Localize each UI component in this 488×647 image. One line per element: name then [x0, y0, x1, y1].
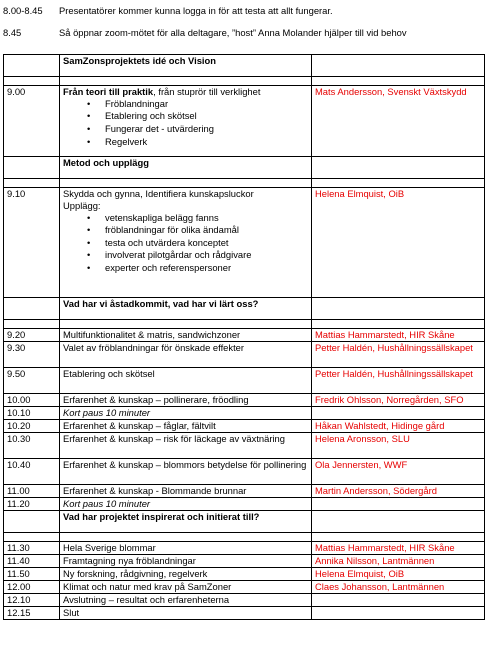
- list-item: • fröblandningar för olika ändamål: [105, 224, 308, 237]
- row-speaker: [312, 607, 485, 620]
- row-topic: Hela Sverige blommar: [60, 542, 312, 555]
- row-time: 11.50: [4, 568, 60, 581]
- agenda-row: [4, 555, 485, 568]
- list-item: • testa och utvärdera konceptet: [105, 237, 308, 250]
- row-speaker: Mattias Hammarstedt, HIR Skåne: [312, 329, 485, 342]
- row-speaker: Annika Nilsson, Lantmännen: [312, 555, 485, 568]
- row-time: 11.30: [4, 542, 60, 555]
- agenda-row: [4, 86, 485, 157]
- agenda-row: [4, 433, 485, 459]
- row-topic: Erfarenhet & kunskap – pollinerare, fröodling: [60, 394, 312, 407]
- row-topic: Etablering och skötsel: [60, 368, 312, 394]
- row-time: 11.40: [4, 555, 60, 568]
- bullet-list: [63, 98, 308, 148]
- row-speaker: Fredrik Ohlsson, Norregården, SFO: [312, 394, 485, 407]
- row-speaker: Ola Jennersten, WWF: [312, 459, 485, 485]
- row-time: 9.20: [4, 329, 60, 342]
- row-topic: Erfarenhet & kunskap – risk för läckage av växtnäring: [60, 433, 312, 459]
- agenda-table: [3, 54, 485, 620]
- section-row: [4, 55, 485, 77]
- topic-rest: , från stuprör till verklighet: [153, 86, 261, 97]
- row-time: 10.20: [4, 420, 60, 433]
- agenda-row: [4, 368, 485, 394]
- list-item: • Etablering och skötsel: [105, 110, 308, 123]
- intro-text: Presentatörer kommer kunna logga in för att testa att allt fungerar.: [59, 5, 333, 16]
- row-topic: Slut: [60, 607, 312, 620]
- topic-line: Skydda och gynna, Identifiera kunskapsluckor: [63, 188, 254, 199]
- agenda-row: [4, 581, 485, 594]
- row-topic: Erfarenhet & kunskap - Blommande brunnar: [60, 485, 312, 498]
- agenda-row: [4, 329, 485, 342]
- bullet-list: [63, 212, 308, 275]
- row-topic: Ny forskning, rådgivning, regelverk: [60, 568, 312, 581]
- row-speaker: Helena Elmquist, OiB: [312, 188, 485, 298]
- intro-time: 8.45: [3, 27, 22, 38]
- row-time: 11.00: [4, 485, 60, 498]
- row-topic: Kort paus 10 minuter: [60, 498, 312, 511]
- section-title: SamZonsprojektets idé och Vision: [60, 55, 312, 77]
- row-time: 9.50: [4, 368, 60, 394]
- section-title: Metod och upplägg: [60, 157, 312, 179]
- row-topic: Erfarenhet & kunskap – fåglar, fältvilt: [60, 420, 312, 433]
- agenda-row: [4, 407, 485, 420]
- row-speaker: Martin Andersson, Södergård: [312, 485, 485, 498]
- row-speaker: Håkan Wahlstedt, Hidinge gård: [312, 420, 485, 433]
- agenda-row: [4, 498, 485, 511]
- row-time: 12.10: [4, 594, 60, 607]
- row-topic: Kort paus 10 minuter: [60, 407, 312, 420]
- list-item: • experter och referenspersoner: [105, 262, 308, 275]
- list-item: • Regelverk: [105, 136, 308, 149]
- row-topic: Erfarenhet & kunskap – blommors betydelse för pollinering: [60, 459, 312, 485]
- agenda-row: [4, 420, 485, 433]
- agenda-row: [4, 568, 485, 581]
- section-title: Vad har vi åstadkommit, vad har vi lärt oss?: [60, 298, 312, 320]
- section-row: [4, 157, 485, 179]
- row-time: 11.20: [4, 498, 60, 511]
- row-time: 10.10: [4, 407, 60, 420]
- row-speaker: Helena Aronsson, SLU: [312, 433, 485, 459]
- list-item: • Fungerar det - utvärdering: [105, 123, 308, 136]
- row-time: 9.30: [4, 342, 60, 368]
- intro-time: 8.00-8.45: [3, 5, 43, 16]
- agenda-row: [4, 188, 485, 298]
- row-topic: [60, 86, 312, 157]
- row-time: 10.00: [4, 394, 60, 407]
- row-time: 9.00: [4, 86, 60, 157]
- row-topic: Klimat och natur med krav på SamZoner: [60, 581, 312, 594]
- section-row: [4, 298, 485, 320]
- row-topic: Avslutning – resultat och erfarenheterna: [60, 594, 312, 607]
- row-time: 12.15: [4, 607, 60, 620]
- agenda-row: [4, 594, 485, 607]
- row-time: 12.00: [4, 581, 60, 594]
- section-row: [4, 511, 485, 533]
- row-speaker: [312, 498, 485, 511]
- agenda-row: [4, 542, 485, 555]
- row-speaker: [312, 594, 485, 607]
- intro-text: Så öppnar zoom-mötet för alla deltagare, ”host” Anna Molander hjälper till vid behov: [59, 27, 407, 38]
- agenda-row: [4, 485, 485, 498]
- row-topic: [60, 188, 312, 298]
- row-topic: Multifunktionalitet & matris, sandwichzoner: [60, 329, 312, 342]
- topic-bold: Från teori till praktik: [63, 86, 154, 97]
- row-speaker: [312, 407, 485, 420]
- list-item: • Fröblandningar: [105, 98, 308, 111]
- row-speaker: Petter Haldén, Hushållningssällskapet: [312, 368, 485, 394]
- row-time: 10.30: [4, 433, 60, 459]
- row-time: 9.10: [4, 188, 60, 298]
- row-speaker: Helena Elmquist, OiB: [312, 568, 485, 581]
- agenda-row: [4, 459, 485, 485]
- section-title: Vad har projektet inspirerat och initierat till?: [60, 511, 312, 533]
- list-item: • involverat pilotgårdar och rådgivare: [105, 249, 308, 262]
- agenda-row: [4, 342, 485, 368]
- topic-line: Upplägg:: [63, 199, 101, 211]
- agenda-row: [4, 394, 485, 407]
- agenda-row: [4, 607, 485, 620]
- row-speaker: Mats Andersson, Svenskt Växtskydd: [312, 86, 485, 157]
- list-item: • vetenskapliga belägg fanns: [105, 212, 308, 225]
- row-speaker: Claes Johansson, Lantmännen: [312, 581, 485, 594]
- row-topic: Valet av fröblandningar för önskade effekter: [60, 342, 312, 368]
- row-topic: Framtagning nya fröblandningar: [60, 555, 312, 568]
- row-speaker: Petter Haldén, Hushållningssällskapet: [312, 342, 485, 368]
- row-speaker: Mattias Hammarstedt, HIR Skåne: [312, 542, 485, 555]
- row-time: 10.40: [4, 459, 60, 485]
